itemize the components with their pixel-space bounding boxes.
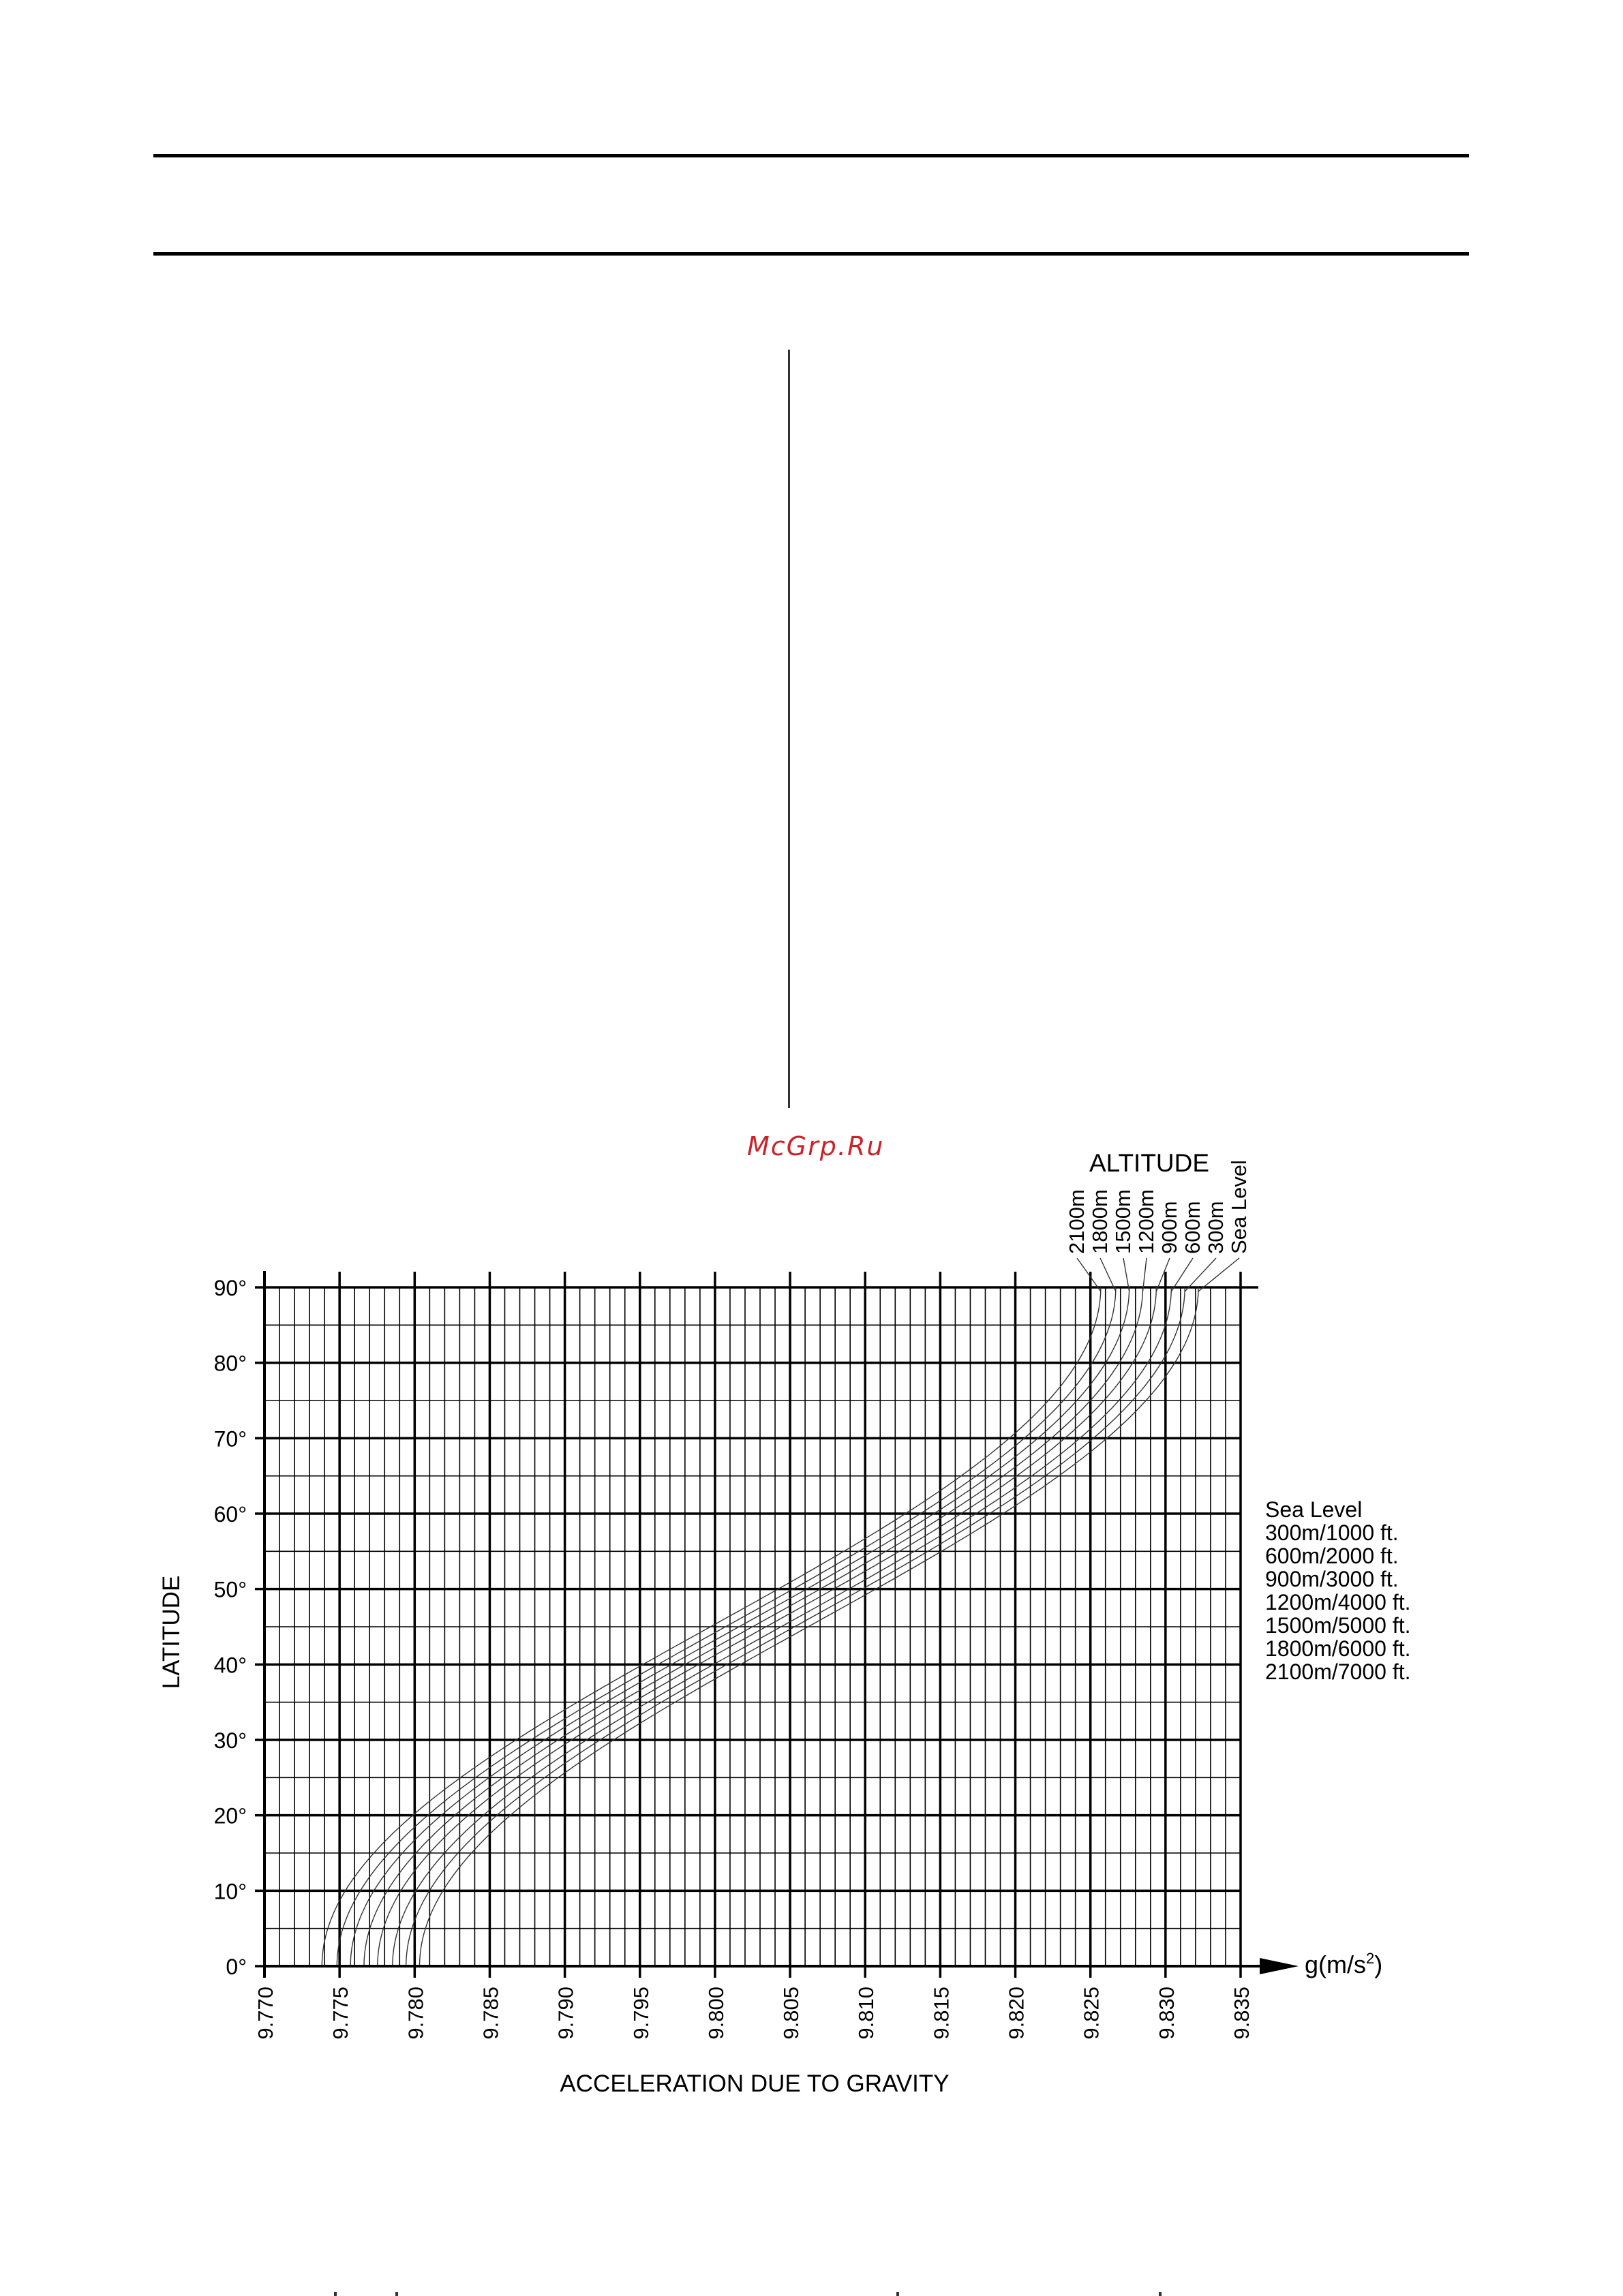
x-tick-label: 9.775 (329, 1987, 353, 2040)
x-tick-labels (254, 1987, 1254, 2040)
altitude-top-label: Sea Level (1227, 1160, 1251, 1254)
x-tick-label: 9.825 (1079, 1987, 1104, 2040)
legend-entry: 1500m/5000 ft. (1265, 1613, 1411, 1638)
y-tick-label: 80° (213, 1351, 247, 1376)
legend-entry: 1800m/6000 ft. (1265, 1636, 1411, 1661)
y-axis-title: LATITUDE (158, 1575, 185, 1689)
legend-entry: 900m/3000 ft. (1265, 1567, 1399, 1591)
y-tick-label: 90° (213, 1276, 247, 1300)
y-tick-label: 10° (213, 1879, 247, 1904)
legend (1265, 1497, 1410, 1684)
altitude-top-label: 300m (1204, 1201, 1228, 1254)
legend-entry: 300m/1000 ft. (1265, 1520, 1399, 1545)
x-tick-label: 9.810 (854, 1987, 879, 2040)
watermark-text: McGrp.Ru (747, 1131, 885, 1161)
altitude-top-label: 1200m (1134, 1189, 1158, 1254)
y-tick-label: 20° (213, 1803, 247, 1828)
x-axis-arrowhead (1260, 1958, 1299, 1974)
legend-entry: 2100m/7000 ft. (1265, 1659, 1411, 1684)
x-unit-end: ) (1374, 1950, 1383, 1978)
y-tick-label: 40° (213, 1653, 247, 1678)
altitude-header: ALTITUDE (1089, 1149, 1210, 1177)
x-tick-label: 9.830 (1154, 1987, 1179, 2040)
altitude-top-labels (1065, 1160, 1251, 1291)
y-tick-label: 70° (213, 1426, 247, 1452)
altitude-top-label: 600m (1181, 1201, 1204, 1254)
page-edge-mark (896, 2292, 899, 2296)
x-tick-label: 9.820 (1004, 1987, 1029, 2040)
x-tick-label: 9.800 (703, 1987, 728, 2040)
legend-entry: 1200m/4000 ft. (1265, 1590, 1411, 1614)
x-axis-title: ACCELERATION DUE TO GRAVITY (560, 2070, 950, 2097)
y-tick-label: 30° (213, 1728, 247, 1753)
page-edge-mark (395, 2292, 398, 2296)
x-tick-label: 9.835 (1230, 1987, 1254, 2040)
x-tick-label: 9.815 (929, 1987, 954, 2040)
y-tick-label: 60° (213, 1502, 247, 1527)
x-tick-label: 9.795 (628, 1987, 653, 2040)
x-unit-sup: 2 (1366, 1950, 1375, 1967)
y-tick-label: 0° (226, 1955, 247, 1979)
x-axis-unit-label (1305, 1950, 1382, 1978)
x-tick-label: 9.770 (254, 1987, 277, 2040)
altitude-top-label: 1500m (1111, 1189, 1135, 1254)
page-edge-mark (334, 2292, 337, 2296)
legend-entry: Sea Level (1265, 1497, 1363, 1522)
page-edge-mark (1159, 2292, 1162, 2296)
y-tick-labels (214, 1276, 247, 1979)
altitude-top-label: 1800m (1088, 1189, 1112, 1254)
altitude-top-label: 2100m (1065, 1189, 1089, 1254)
x-tick-label: 9.785 (479, 1987, 503, 2040)
x-tick-label: 9.780 (404, 1987, 428, 2040)
altitude-top-label: 900m (1157, 1201, 1181, 1254)
y-tick-label: 50° (213, 1577, 247, 1602)
x-tick-label: 9.790 (553, 1987, 578, 2040)
legend-entry: 600m/2000 ft. (1265, 1544, 1399, 1568)
x-unit-main: g(m/s (1305, 1950, 1366, 1978)
x-tick-label: 9.805 (779, 1987, 804, 2040)
